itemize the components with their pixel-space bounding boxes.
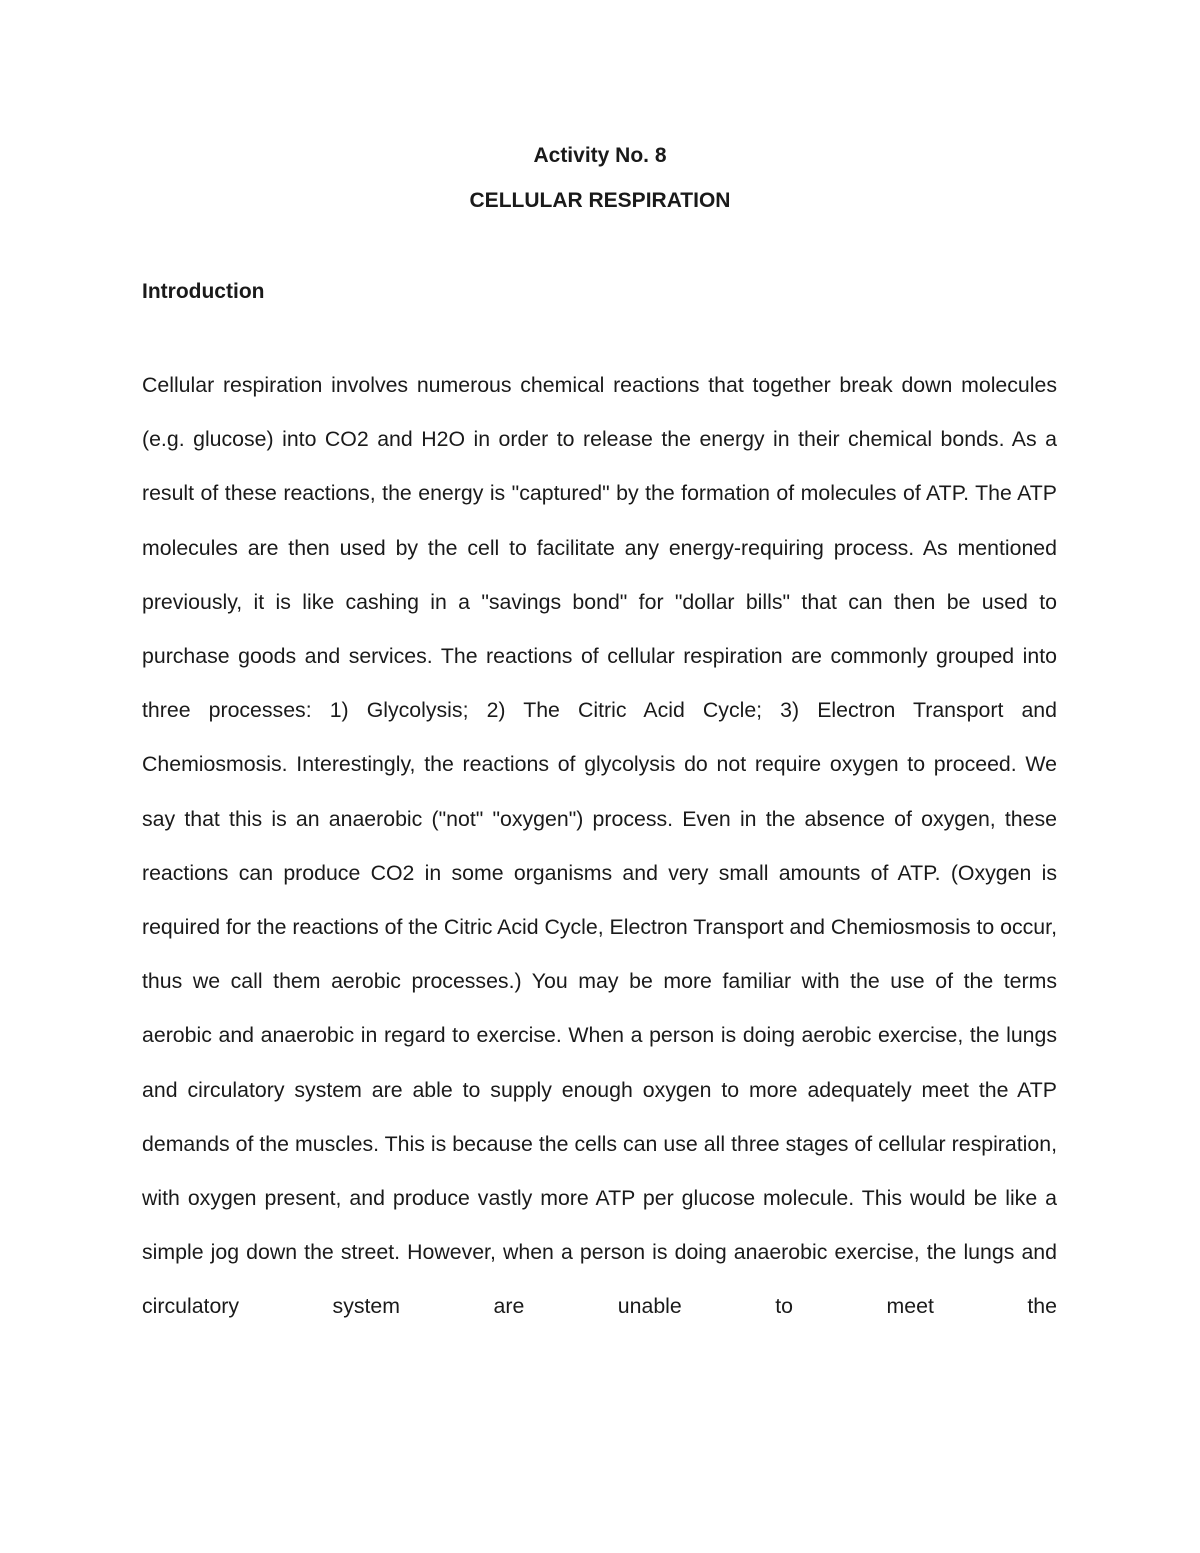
section-heading-introduction: Introduction <box>142 280 265 303</box>
document-subtitle: CELLULAR RESPIRATION <box>469 189 731 212</box>
introduction-paragraph: Cellular respiration involves numerous chemical reactions that together break down molecules (e.g. glucose) into CO2 and H2O in order to release the energy in their chemical bonds. As a result of these reactions, the energy is "captured" by the formation of molecules of ATP. The ATP molecules are then used by the cell to facilitate any energy-requiring process. As mentioned previously, it is like cashing in a "savings bond" for "dollar bills" that can then be used to purchase goods and services. The reactions of cellular respiration are commonly grouped into three processes: 1) Glycolysis; 2) The Citric Acid Cycle; 3) Electron Transport and Chemiosmosis. Interestingly, the reactions of glycolysis do not require oxygen to proceed. We say that this is an anaerobic ("not" "oxygen") process. Even in the absence of oxygen, these reactions can produce CO2 in some organisms and very small amounts of ATP. (Oxygen is required for the reactions of the Citric Acid Cycle, Electron Transport and Chemiosmosis to occur, thus we call them aerobic processes.) You may be more familiar with the use of the terms aerobic and anaerobic in regard to exercise. When a person is doing aerobic exercise, the lungs and circulatory system are able to supply enough oxygen to more adequately meet the ATP demands of the muscles. This is because the cells can use all three stages of cellular respiration, with oxygen present, and produce vastly more ATP per glucose molecule. This would be like a simple jog down the street. However, when a person is doing anaerobic exercise, the lungs and circulatory system are unable to meet the <box>142 373 1057 1319</box>
activity-title: Activity No. 8 <box>533 144 667 167</box>
